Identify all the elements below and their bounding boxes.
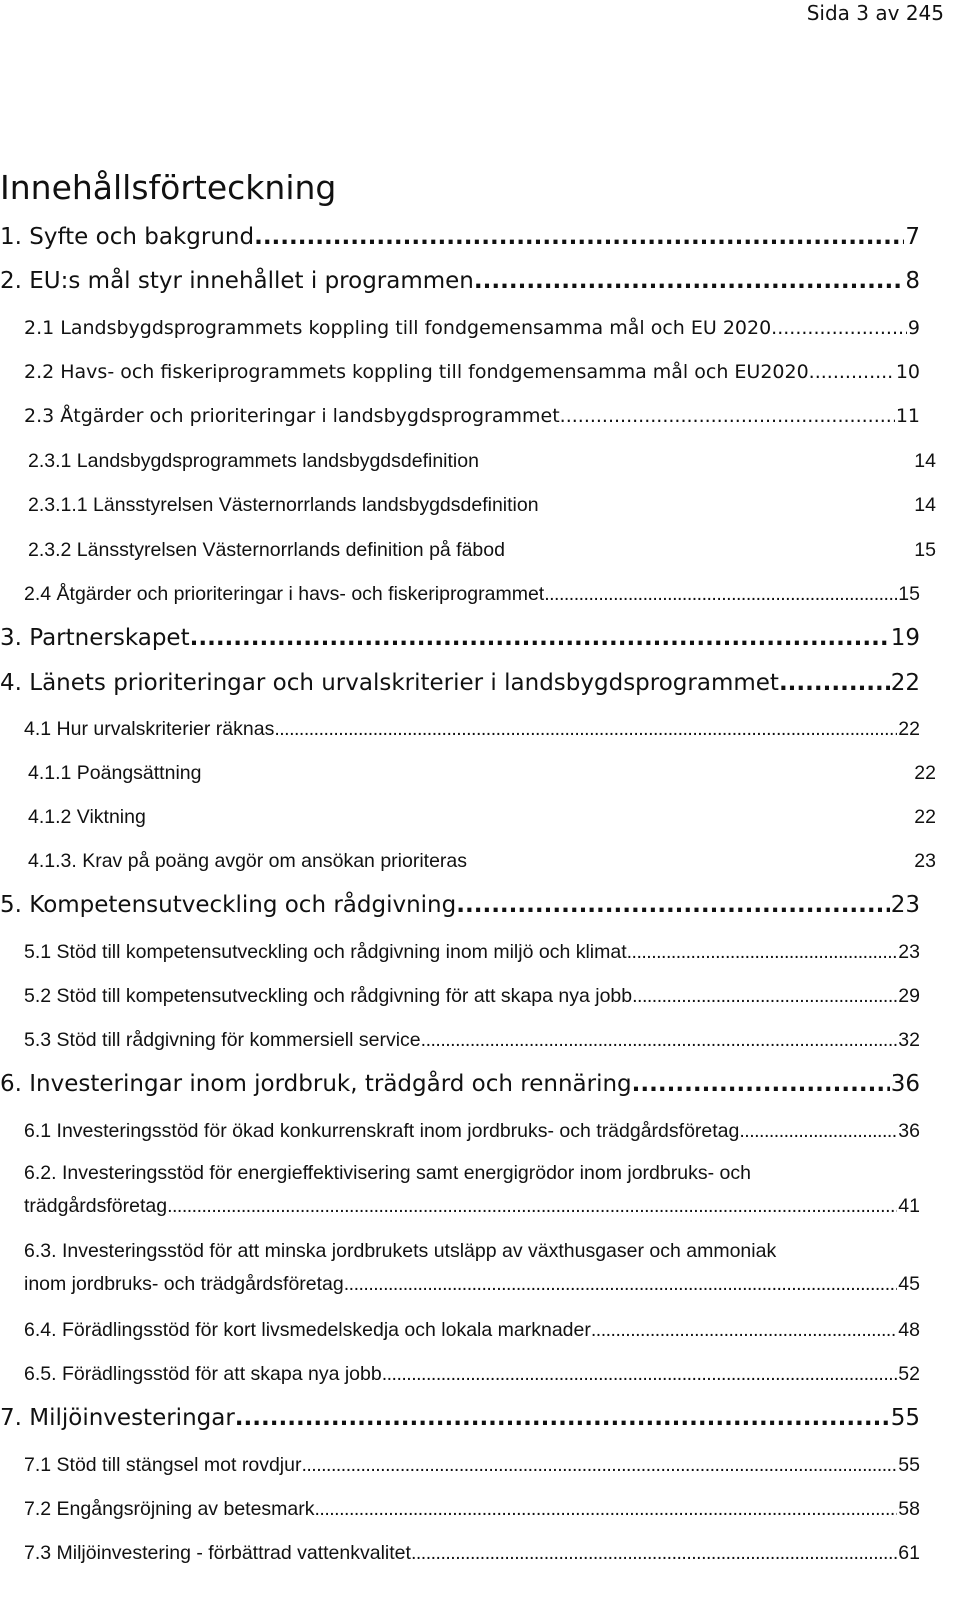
dot-leader [456, 889, 889, 921]
toc-entry[interactable] [24, 1315, 920, 1345]
toc-entry-page: 23 [890, 892, 920, 918]
toc-entry[interactable] [24, 1494, 920, 1524]
toc-entry[interactable] [0, 889, 920, 921]
toc-entry-page: 23 [914, 850, 936, 872]
toc-entry-page: 22 [890, 670, 920, 696]
toc-entry[interactable] [24, 981, 920, 1011]
toc-entry[interactable] [28, 846, 936, 876]
toc-entry-page: 29 [898, 985, 920, 1007]
dot-leader [544, 579, 897, 609]
toc-entry-label: 2.2 Havs- och fiskeriprogrammets koppling till fondgemensamma mål och EU2020 [24, 361, 809, 383]
toc-entry-label: 4. Länets prioriteringar och urvalskriterier i landsbygdsprogrammet [0, 670, 779, 696]
toc-entry-page: 14 [914, 494, 936, 516]
toc-entry-label: 2.3.2 Länsstyrelsen Västernorrlands definition på fäbod [28, 539, 505, 561]
toc-entry-label: 1. Syfte och bakgrund [0, 224, 255, 250]
dot-leader [190, 622, 890, 654]
toc-entry[interactable] [24, 1538, 920, 1568]
toc-entry-page: 22 [914, 806, 936, 828]
toc-entry[interactable] [24, 1450, 920, 1480]
toc-entry [24, 1268, 920, 1301]
toc-entry[interactable] [28, 802, 936, 832]
toc-entry[interactable] [0, 667, 920, 699]
toc-entry[interactable] [24, 1116, 920, 1146]
toc-entry-label: inom jordbruks- och trädgårdsföretag [24, 1273, 344, 1295]
toc-entry-label: 5. Kompetensutveckling och rådgivning [0, 892, 457, 918]
dot-leader [421, 1025, 898, 1055]
toc-entry-label: 3. Partnerskapet [0, 625, 190, 651]
toc-title: Innehållsförteckning [0, 168, 337, 207]
toc-entry-label: 4.1 Hur urvalskriterier räknas [24, 718, 275, 740]
page-indicator: Sida 3 av 245 [806, 1, 944, 25]
toc-entry-label: 5.2 Stöd till kompetensutveckling och rådgivning för att skapa nya jobb [24, 985, 633, 1007]
toc-entry-page: 55 [890, 1405, 920, 1431]
toc-entry-label: trädgårdsföretag [24, 1195, 168, 1217]
toc-entry-page: 9 [907, 317, 920, 339]
toc-entry-page: 48 [898, 1319, 920, 1341]
toc-entry-page: 45 [898, 1273, 920, 1295]
dot-leader [809, 358, 895, 386]
dot-leader [627, 937, 898, 967]
toc-entry[interactable] [0, 222, 920, 252]
toc-entry-page: 41 [898, 1195, 920, 1217]
toc-entry-page: 22 [914, 762, 936, 784]
toc-entry-label: 4.1.1 Poängsättning [28, 762, 202, 784]
toc-entry-page: 23 [898, 941, 920, 963]
toc-entry[interactable] [24, 1025, 920, 1055]
dot-leader [254, 222, 904, 252]
toc-entry[interactable] [28, 490, 936, 520]
toc-entry-page: 14 [914, 450, 936, 472]
dot-leader [632, 981, 897, 1011]
dot-leader [632, 1068, 890, 1100]
dot-leader [382, 1359, 898, 1389]
toc-entry[interactable] [24, 314, 920, 342]
toc-entry-page: 36 [890, 1071, 920, 1097]
dot-leader [779, 667, 890, 699]
toc-entry-label: 2.1 Landsbygdsprogrammets koppling till fondgemensamma mål och EU 2020 [24, 317, 772, 339]
toc-entry-label: 7. Miljöinvesteringar [0, 1405, 235, 1431]
toc-entry[interactable] [28, 535, 936, 565]
toc-entry-page: 8 [905, 268, 920, 294]
toc-entry[interactable] [28, 758, 936, 788]
toc-entry-multiline[interactable] [24, 1157, 920, 1223]
toc-entry-label-line1: 6.3. Investeringsstöd för att minska jordbrukets utsläpp av växthusgaser och ammoniak [24, 1240, 777, 1262]
toc-entry-label: 6.4. Förädlingsstöd för kort livsmedelskedja och lokala marknader [24, 1319, 591, 1341]
toc-entry-page: 61 [898, 1542, 920, 1564]
toc-entry-page: 32 [898, 1029, 920, 1051]
dot-leader [167, 1190, 897, 1223]
toc-entry-label: 2.3.1 Landsbygdsprogrammets landsbygdsdefinition [28, 450, 479, 472]
toc-entry[interactable] [28, 446, 936, 476]
toc-entry[interactable] [0, 622, 920, 654]
toc-entry[interactable] [0, 1402, 920, 1434]
toc-entry [24, 1190, 920, 1223]
dot-leader [344, 1268, 898, 1301]
toc-entry-page: 10 [895, 361, 920, 383]
dot-leader [591, 1315, 897, 1345]
dot-leader [315, 1494, 898, 1524]
toc-entry-label: 4.1.2 Viktning [28, 806, 146, 828]
dot-leader [235, 1402, 890, 1434]
toc-entry-page: 22 [898, 718, 920, 740]
dot-leader [474, 266, 904, 296]
toc-entry-label: 5.3 Stöd till rådgivning för kommersiell service [24, 1029, 421, 1051]
toc-entry-label: 7.2 Engångsröjning av betesmark [24, 1498, 315, 1520]
toc-entry-label: 2. EU:s mål styr innehållet i programmen [0, 268, 474, 294]
toc-entry-label: 6. Investeringar inom jordbruk, trädgård och rennäring [0, 1071, 632, 1097]
toc-entry[interactable] [24, 402, 920, 430]
toc-entry[interactable] [0, 1068, 920, 1100]
toc-entry-page: 36 [898, 1120, 920, 1142]
toc-entry-label: 2.4 Åtgärder och prioriteringar i havs- och fiskeriprogrammet [24, 583, 545, 605]
toc-entry-page: 15 [914, 539, 936, 561]
toc-entry-label: 2.3 Åtgärder och prioriteringar i landsbygdsprogrammet [24, 405, 560, 427]
toc-entry[interactable] [24, 714, 920, 744]
toc-entry[interactable] [24, 1359, 920, 1389]
dot-leader [560, 402, 895, 430]
toc-entry[interactable] [0, 266, 920, 296]
toc-entry-multiline[interactable] [24, 1235, 920, 1301]
toc-entry-label: 4.1.3. Krav på poäng avgör om ansökan prioriteras [28, 850, 468, 872]
dot-leader [411, 1538, 897, 1568]
toc-entry-label: 7.3 Miljöinvestering - förbättrad vattenkvalitet [24, 1542, 411, 1564]
dot-leader [771, 314, 907, 342]
toc-entry[interactable] [24, 937, 920, 967]
toc-entry-page: 52 [898, 1363, 920, 1385]
toc-entry-label: 5.1 Stöd till kompetensutveckling och rådgivning inom miljö och klimat [24, 941, 627, 963]
toc-entry-page: 11 [895, 405, 920, 427]
toc-entry-label: 2.3.1.1 Länsstyrelsen Västernorrlands landsbygdsdefinition [28, 494, 539, 516]
toc-entry-label-line1: 6.2. Investeringsstöd för energieffektivisering samt energigrödor inom jordbruks- och [24, 1162, 751, 1184]
toc-entry-label: 6.1 Investeringsstöd för ökad konkurrenskraft inom jordbruks- och trädgårdsföretag [24, 1120, 740, 1142]
toc-entry[interactable] [24, 579, 920, 609]
dot-leader [274, 714, 897, 744]
toc-entry-page: 58 [898, 1498, 920, 1520]
toc-entry-page: 55 [898, 1454, 920, 1476]
dot-leader [739, 1116, 897, 1146]
toc-entry-page: 19 [890, 625, 920, 651]
dot-leader [301, 1450, 897, 1480]
toc-entry-label: 6.5. Förädlingsstöd för att skapa nya jobb [24, 1363, 382, 1385]
toc-entry-label: 7.1 Stöd till stängsel mot rovdjur [24, 1454, 302, 1476]
toc-entry-page: 15 [898, 583, 920, 605]
toc-entry-page: 7 [905, 224, 920, 250]
toc-entry[interactable] [24, 358, 920, 386]
